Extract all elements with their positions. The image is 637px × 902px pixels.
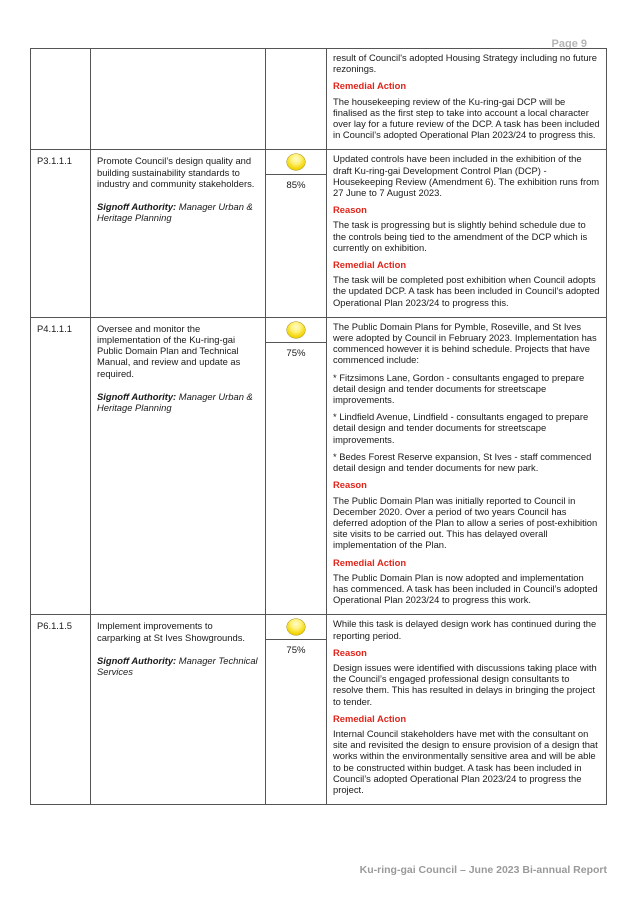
comment-heading: Remedial Action: [333, 712, 407, 724]
progress-percent: 75%: [286, 347, 306, 359]
table-row: [31, 317, 607, 614]
action-code: P3.1.1.1: [31, 150, 91, 317]
status-light: [266, 615, 326, 640]
report-footer: Ku-ring-gai Council – June 2023 Bi-annual Report: [359, 864, 607, 876]
comment-heading: Remedial Action: [333, 556, 407, 568]
comment-paragraph: * Fitzsimons Lane, Gordon - consultants engaged to prepare detail design and tender documents for streetscape improvements.: [333, 371, 585, 406]
signoff-label: Signoff Authority:: [97, 201, 177, 213]
signoff-authority: [97, 391, 259, 413]
status-cell: [266, 317, 327, 614]
action-description-cell: [91, 615, 266, 805]
action-description-cell: [91, 150, 266, 317]
signoff-authority: [97, 201, 259, 223]
signoff-label: Signoff Authority:: [97, 390, 177, 402]
action-code: P6.1.1.5: [31, 615, 91, 805]
table-row: [31, 615, 607, 805]
status-light: [266, 318, 326, 343]
action-description-cell: [91, 49, 266, 150]
comment-paragraph: The Public Domain Plans for Pymble, Roseville, and St Ives were adopted by Council in February 2023. Implementation has commenced however it is behind schedule. Projects that have commenced include:: [333, 320, 597, 366]
status-cell: [266, 49, 327, 150]
comment-paragraph: The Public Domain Plan was initially reported to Council in December 2020. Over a period of two years Council has deferred adoption of the Plan to allow a series of post-exhibition site visits to be carried out. This has delayed overall implementation of the Plan.: [333, 494, 598, 551]
comment-paragraph: Updated controls have been included in the exhibition of the draft Ku-ring-gai Development Control Plan (DCP) - Housekeeping Review (Amendment 6). The exhibition runs from 27 June to 7 August 2023.: [333, 153, 600, 199]
comment-paragraph: Design issues were identified with discussions taking place with the Council’s engaged professional design consultants to resolve them. This has resulted in delays in bringing the project to tender.: [333, 661, 597, 707]
yellow-status-light-icon: [287, 154, 305, 170]
page-number: Page 9: [551, 38, 587, 50]
signoff-value: Manager Urban & Heritage Planning: [97, 201, 253, 224]
comment-heading: Remedial Action: [333, 259, 407, 271]
action-description-cell: [91, 317, 266, 614]
action-description: Oversee and monitor the implementation of the Ku-ring-gai Public Domain Plan and Technical Manual, and review and update as required.: [97, 322, 241, 379]
table-row: [31, 49, 607, 150]
yellow-status-light-icon: [287, 619, 305, 635]
comment-paragraph: result of Council's adopted Housing Strategy including no future rezonings.: [333, 52, 597, 75]
progress-percent: 85%: [286, 180, 306, 192]
signoff-value: Manager Urban & Heritage Planning: [97, 390, 253, 414]
action-description: Implement improvements to carparking at St Ives Showgrounds.: [97, 620, 245, 643]
comment-paragraph: * Bedes Forest Reserve expansion, St Ives - staff commenced detail design and tender documents for new park.: [333, 450, 592, 474]
comment-heading: Reason: [333, 204, 367, 216]
comment-paragraph: The Public Domain Plan is now adopted and implementation has commenced. A task has been included in Council’s adopted Operational Plan 2023/24 to progress this work.: [333, 571, 598, 606]
action-status-table: [30, 48, 607, 805]
comment-paragraph: The housekeeping review of the Ku-ring-gai DCP will be finalised as the first step to take into account a local character over lay for a future review of the DCP. A task has been included in Council’s adopted Operational Plan 2023/24 to progress this.: [333, 95, 600, 141]
comment-paragraph: While this task is delayed design work has continued during the reporting period.: [333, 618, 597, 641]
comment-cell: [327, 49, 607, 150]
comment-heading: Reason: [333, 479, 367, 491]
signoff-label: Signoff Authority:: [97, 654, 177, 666]
status-cell: [266, 615, 327, 805]
comment-paragraph: The task will be completed post exhibition when Council adopts the updated DCP. A task has been included in Council’s adopted Operational Plan 2023/24 to progress this.: [333, 274, 600, 308]
status-cell: [266, 150, 327, 317]
comment-paragraph: The task is progressing but is slightly behind schedule due to the controls being tied to the amendment of the DCP which is currently on exhibition.: [333, 219, 588, 253]
action-code: [31, 49, 91, 150]
comment-cell: [327, 615, 607, 805]
signoff-authority: [97, 655, 259, 677]
progress-percent: 75%: [286, 645, 306, 657]
action-code: P4.1.1.1: [31, 317, 91, 614]
table-row: [31, 150, 607, 317]
comment-cell: [327, 317, 607, 614]
action-description: Promote Council’s design quality and building sustainability standards to industry and community stakeholders.: [97, 155, 255, 189]
comment-paragraph: * Lindfield Avenue, Lindfield - consultants engaged to prepare detail design and tender documents for streetscape improvements.: [333, 411, 589, 445]
comment-paragraph: Internal Council stakeholders have met with the consultant on site and revisited the design to ensure provision of a design that works within the environmentally sensitive area and will be able to be constructed within budget. A task has been included in Council’s adopted Operational Plan 2023/24 to progress the project.: [333, 727, 598, 795]
comment-cell: [327, 150, 607, 317]
signoff-value: Manager Technical Services: [97, 654, 258, 677]
status-light: [266, 150, 326, 175]
comment-heading: Remedial Action: [333, 80, 407, 92]
comment-heading: Reason: [333, 646, 367, 658]
yellow-status-light-icon: [287, 322, 305, 338]
